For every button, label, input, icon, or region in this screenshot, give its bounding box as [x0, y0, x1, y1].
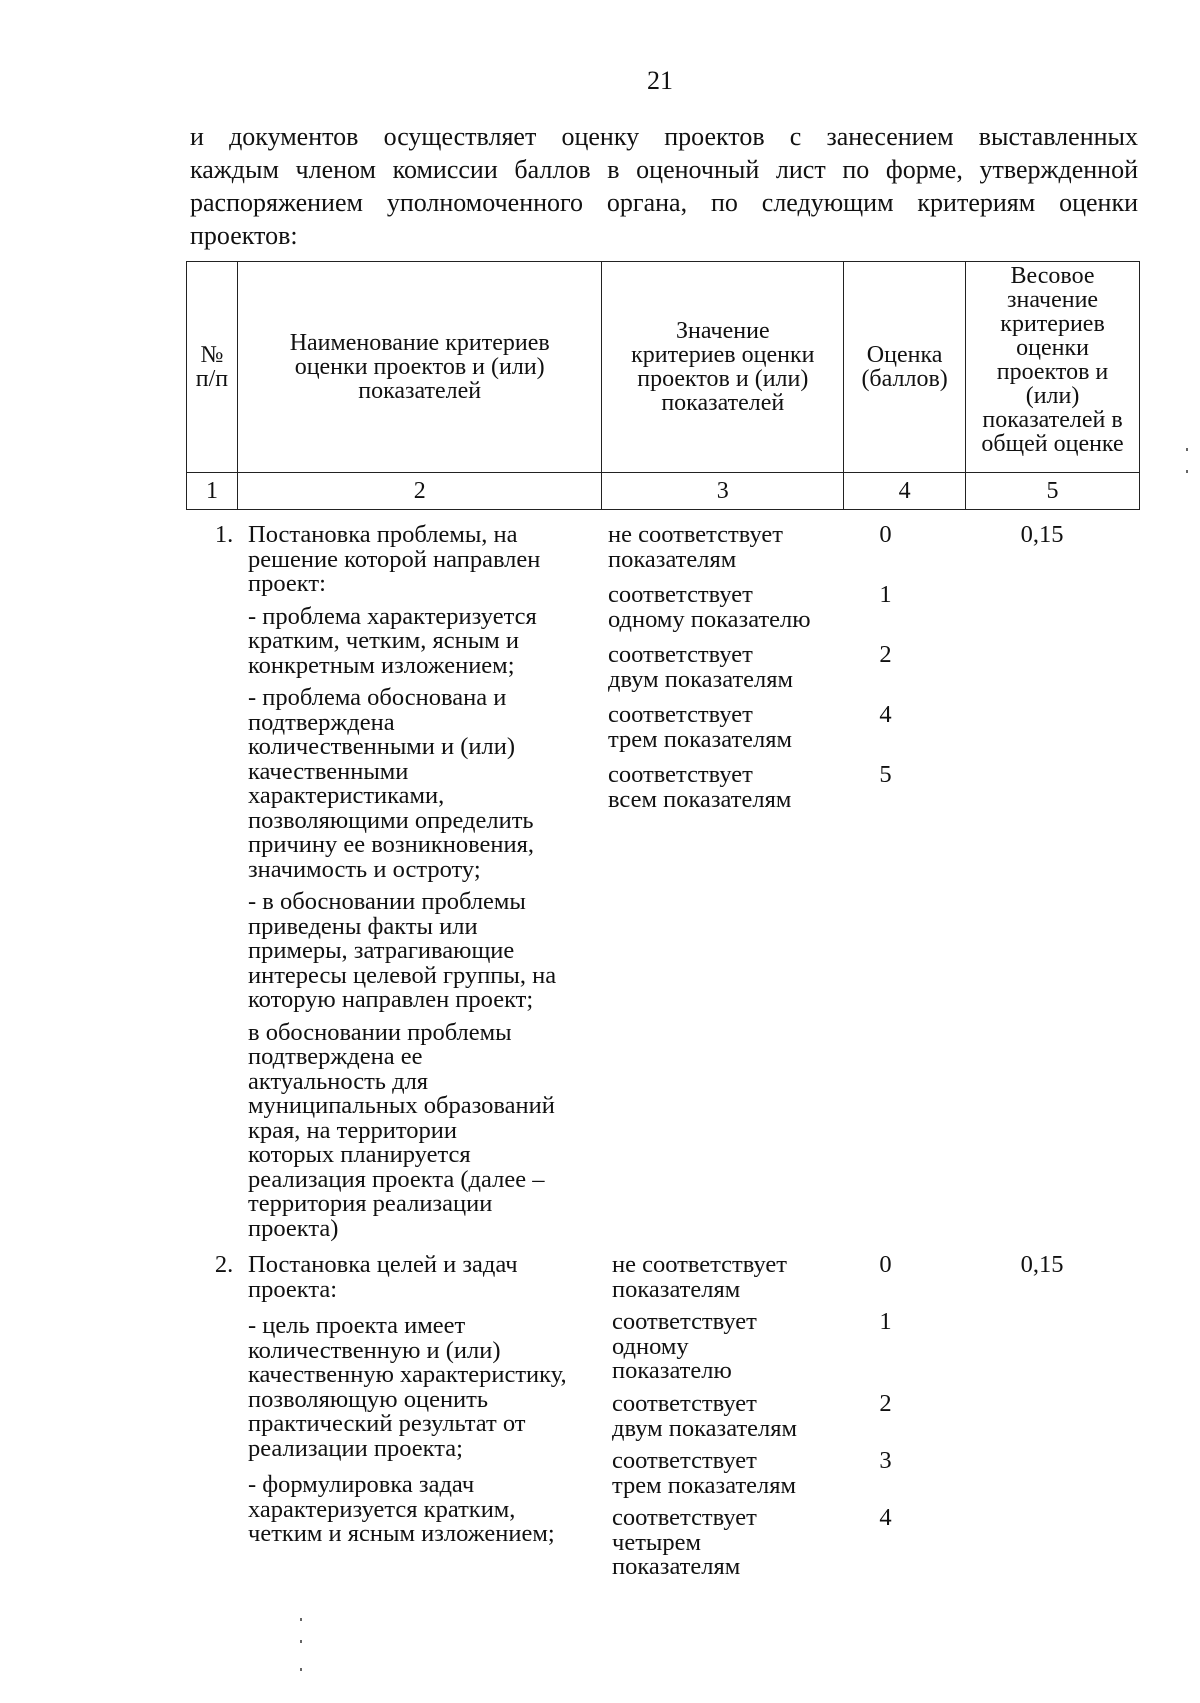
- value-item: соответствует одному показателю: [612, 1308, 757, 1384]
- score-value: 0: [879, 521, 892, 548]
- criteria-paragraph: - проблема обоснована и подтверждена количественными и (или) качественными характеристиками, позволяющими определить причину ее возникновения, значимость и остроту;: [248, 684, 534, 883]
- criteria-table-header: [186, 261, 1140, 510]
- intro-line: распоряжением уполномоченного органа, по следующим критериям оценки: [190, 188, 1138, 217]
- header-weight: Весовое значение критериев оценки проектов и (или) показателей в общей оценке: [966, 262, 1140, 473]
- criteria-paragraph: Постановка целей и задач проекта:: [248, 1251, 518, 1303]
- value-item: соответствует трем показателям: [612, 1447, 797, 1499]
- score-value: 2: [879, 641, 892, 668]
- criteria-paragraph: - формулировка задач характеризуется кратким, четким и ясным изложением;: [248, 1471, 555, 1547]
- scan-mark: [300, 1618, 302, 1621]
- score-value: 5: [879, 761, 892, 788]
- value-item: соответствует двум показателям: [608, 641, 794, 693]
- row-number: 2.: [214, 1251, 234, 1278]
- criteria-text: [248, 1253, 608, 1555]
- score-value: 4: [879, 1504, 892, 1531]
- criteria-text: [248, 523, 608, 1249]
- column-number: 1: [187, 473, 238, 510]
- value-item: не соответствует показателям: [612, 1251, 787, 1303]
- value-item: соответствует всем показателям: [608, 761, 792, 813]
- weight-value: 0,15: [1020, 1251, 1064, 1278]
- score-value: 3: [879, 1447, 892, 1474]
- score-value: 1: [879, 1308, 892, 1335]
- header-criteria-name: Наименование критериев оценки проектов и (или) показателей: [237, 262, 602, 473]
- row-number: 1.: [214, 521, 234, 548]
- weight-value: 0,15: [1020, 521, 1064, 548]
- column-number: 3: [602, 473, 844, 510]
- criteria-paragraph: Постановка проблемы, на решение которой направлен проект:: [248, 521, 541, 597]
- header-score: Оценка (баллов): [844, 262, 966, 473]
- value-item: соответствует трем показателям: [608, 701, 793, 753]
- column-number: 5: [966, 473, 1140, 510]
- intro-line: и документов осуществляет оценку проектов с занесением выставленных: [190, 122, 1138, 151]
- intro-line: проектов:: [190, 221, 298, 250]
- scan-mark: [1186, 470, 1188, 473]
- page-number: 21: [647, 66, 673, 95]
- intro-line: каждым членом комиссии баллов в оценочный лист по форме, утвержденной: [190, 155, 1138, 184]
- header-criteria-value: Значение критериев оценки проектов и (или) показателей: [602, 262, 844, 473]
- score-value: 1: [879, 581, 892, 608]
- score-value: 4: [879, 701, 892, 728]
- scan-mark: [1186, 448, 1188, 451]
- value-item: соответствует четырем показателям: [612, 1504, 757, 1580]
- criteria-paragraph: - проблема характеризуется кратким, четким, ясным и конкретным изложением;: [248, 602, 537, 679]
- scan-mark: [300, 1668, 302, 1671]
- value-item: соответствует двум показателям: [612, 1390, 798, 1442]
- column-number: 2: [237, 473, 602, 510]
- score-value: 2: [879, 1390, 892, 1417]
- criteria-paragraph: в обосновании проблемы подтверждена ее актуальность для муниципальных образований края, на территории которых планируется реализация проекта (далее – территория реализации проекта): [248, 1018, 555, 1242]
- score-value: 0: [879, 1251, 892, 1278]
- criteria-paragraph: - цель проекта имеет количественную и (или) качественную характеристику, позволяющую оценить практический результат от реализации проекта;: [248, 1312, 567, 1462]
- header-number: № п/п: [187, 262, 238, 473]
- value-item: не соответствует показателям: [608, 521, 783, 573]
- criteria-paragraph: - в обосновании проблемы приведены факты или примеры, затрагивающие интересы целевой группы, на которую направлен проект;: [248, 888, 557, 1013]
- column-number: 4: [844, 473, 966, 510]
- intro-paragraph: [190, 120, 1138, 252]
- scan-mark: [300, 1640, 302, 1643]
- value-item: соответствует одному показателю: [608, 581, 811, 633]
